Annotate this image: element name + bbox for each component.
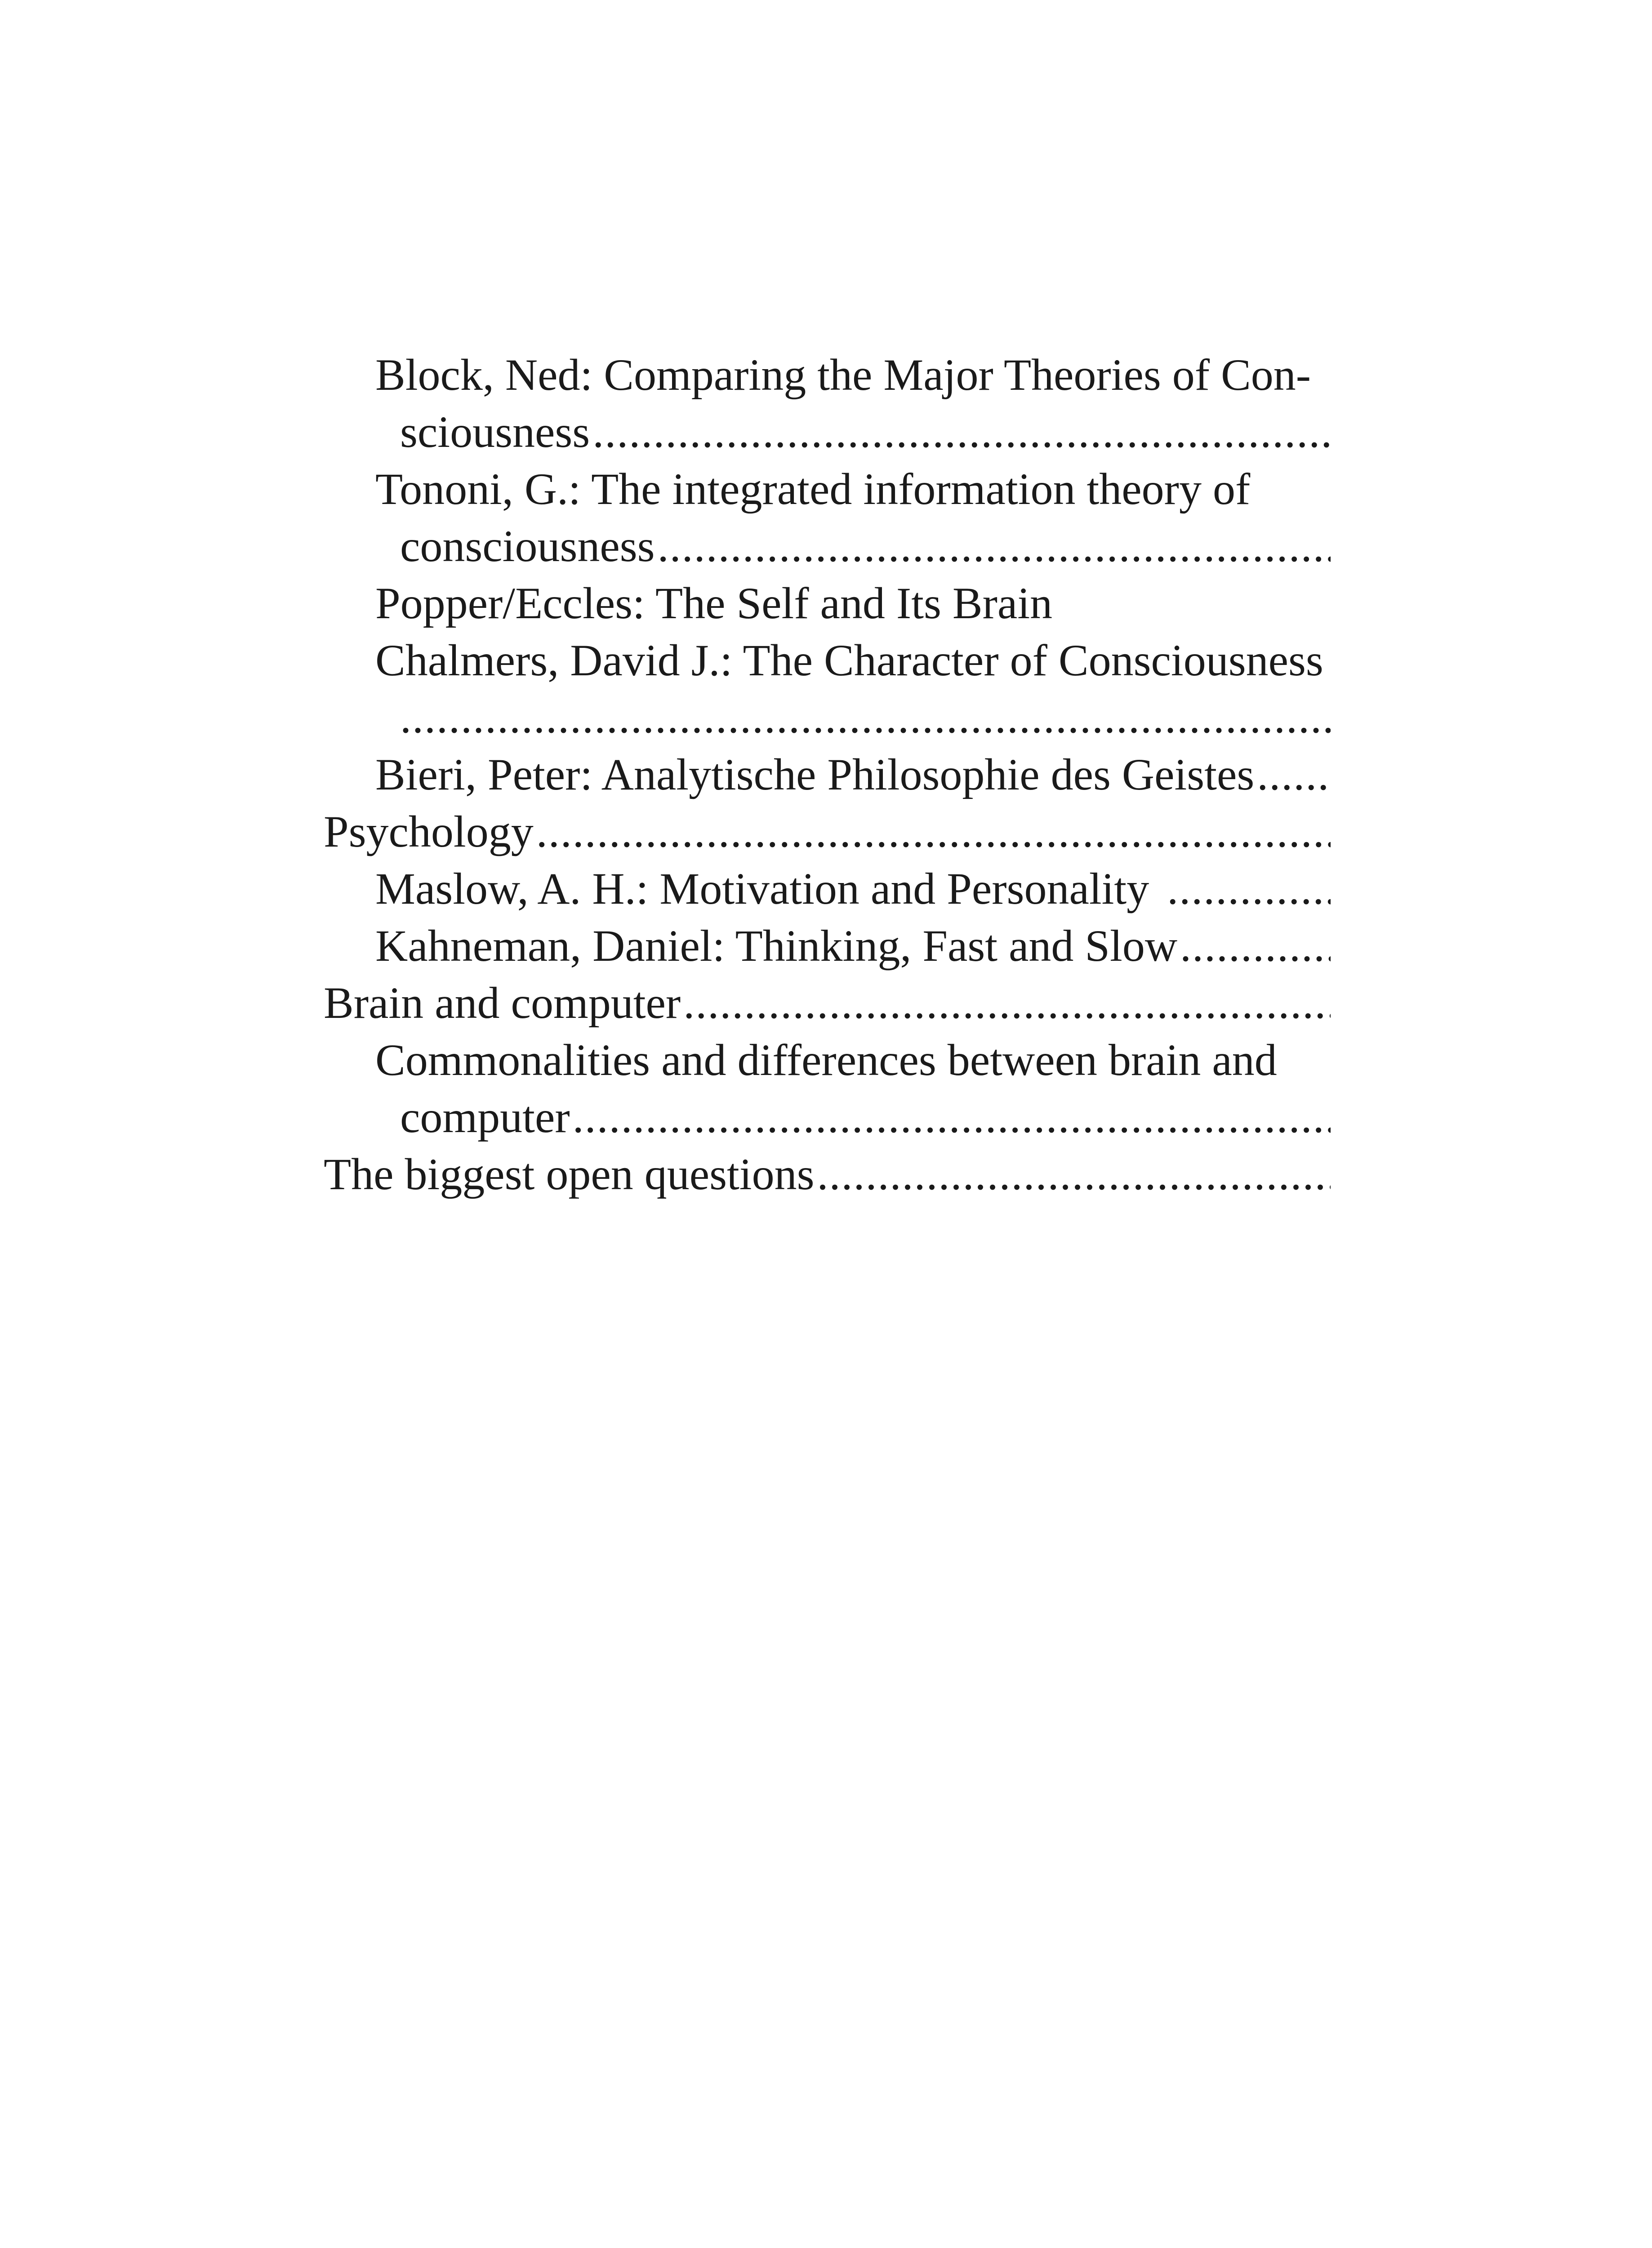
toc-entry-popper-eccles[interactable] [375,575,1331,632]
toc-entry-text: Chalmers, David J.: The Character of Consciousness [375,635,1323,685]
toc-section-text: The biggest open questions [324,1149,815,1199]
toc-entry-text: computer [400,1092,570,1142]
toc-entry-text: consciousness [400,521,655,571]
toc-entry-block-cont[interactable] [400,403,1331,460]
toc-entry-tononi-cont[interactable] [400,517,1331,575]
toc-entry-commonalities-cont[interactable] [400,1088,1331,1146]
dot-leader [400,689,1331,746]
dot-leader [658,517,1331,575]
table-of-contents [324,346,1331,1203]
toc-entry-text: Bieri, Peter: Analytische Philosophie des Geistes [375,749,1255,799]
toc-section-brain-and-computer[interactable] [324,974,1331,1031]
toc-entry-commonalities[interactable] [375,1031,1331,1088]
dot-leader [592,403,1331,460]
toc-entry-text: Maslow, A. H.: Motivation and Personality [375,864,1149,914]
toc-entry-bieri[interactable] [375,746,1331,803]
toc-entry-kahneman[interactable] [375,917,1331,974]
dot-leader [1257,746,1331,803]
toc-entry-text: sciousness [400,407,590,457]
dot-leader [536,803,1331,860]
toc-section-open-questions[interactable] [324,1146,1331,1203]
dot-leader [1180,917,1331,974]
dot-leader [817,1146,1331,1203]
dot-leader [573,1088,1331,1146]
toc-entry-text: Kahneman, Daniel: Thinking, Fast and Slow [375,921,1178,971]
toc-section-psychology[interactable] [324,803,1331,860]
dot-leader [683,974,1331,1031]
toc-entry-text: Popper/Eccles: The Self and Its Brain [375,578,1053,628]
toc-section-text: Brain and computer [324,978,681,1028]
toc-entry-chalmers[interactable] [375,632,1331,689]
toc-section-text: Psychology [324,807,534,856]
toc-entry-chalmers-cont[interactable] [400,689,1331,746]
toc-entry-text: Tononi, G.: The integrated information theory of [375,464,1251,514]
toc-entry-block[interactable] [375,346,1331,403]
toc-entry-tononi[interactable] [375,460,1331,517]
toc-entry-text: Block, Ned: Comparing the Major Theories of Con- [375,350,1311,400]
toc-entry-maslow[interactable] [375,860,1331,917]
toc-entry-text: Commonalities and differences between brain and [375,1035,1277,1085]
dot-leader [1167,860,1331,917]
